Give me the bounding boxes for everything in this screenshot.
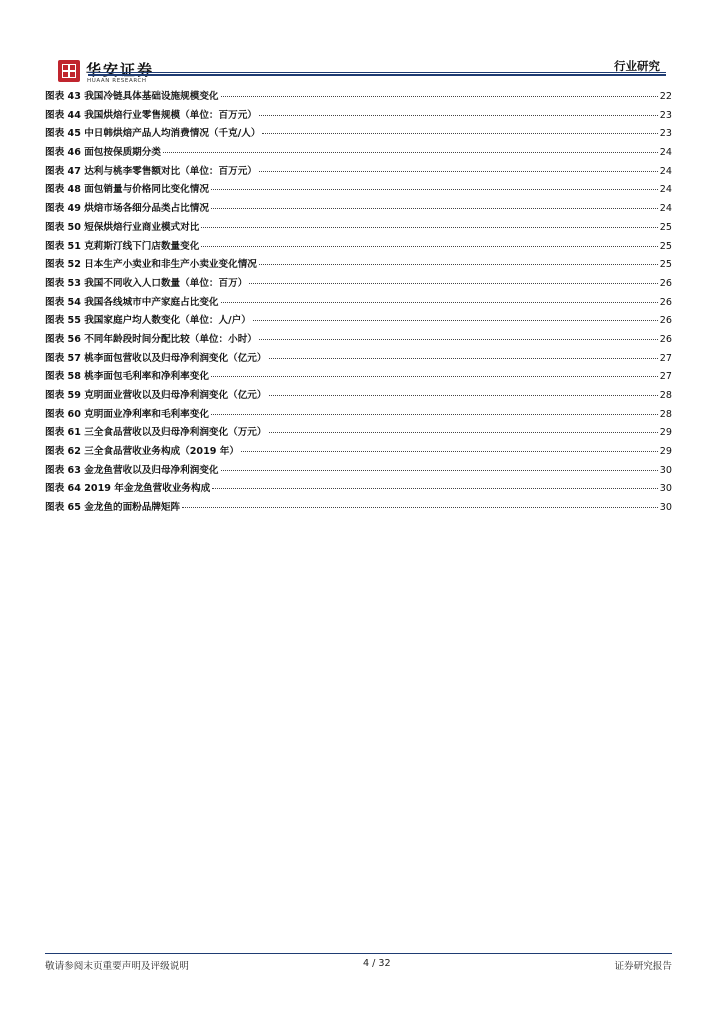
toc-leader-dots xyxy=(259,339,658,340)
toc-entry-page[interactable]: 24 xyxy=(659,184,672,196)
toc-entry-label[interactable]: 图表 58 桃李面包毛利率和净利率变化 xyxy=(45,371,209,383)
toc-entry-page[interactable]: 30 xyxy=(659,464,672,476)
toc-entry-page[interactable]: 23 xyxy=(659,128,672,140)
footer-divider xyxy=(45,953,672,954)
toc-entry-label[interactable]: 图表 57 桃李面包营收以及归母净利润变化（亿元） xyxy=(45,352,267,364)
toc-entry-label[interactable]: 图表 55 我国家庭户均人数变化（单位：人/户） xyxy=(45,315,251,327)
footer-report-label: 证券研究报告 xyxy=(614,961,672,972)
toc-entry[interactable] xyxy=(45,88,672,107)
toc-entry[interactable] xyxy=(45,387,672,406)
toc-leader-dots xyxy=(201,246,657,247)
toc-entry-label[interactable]: 图表 45 中日韩烘焙产品人均消费情况（千克/人） xyxy=(45,128,261,140)
toc-entry-page[interactable]: 25 xyxy=(659,240,672,252)
toc-leader-dots xyxy=(221,470,658,471)
toc-entry-page[interactable]: 26 xyxy=(659,277,672,289)
toc-entry-label[interactable]: 图表 64 2019 年金龙鱼营收业务构成 xyxy=(45,483,211,495)
toc-leader-dots xyxy=(259,171,658,172)
toc-entry[interactable] xyxy=(45,181,672,200)
toc-entry-page[interactable]: 23 xyxy=(659,109,672,121)
toc-entry[interactable] xyxy=(45,163,672,182)
page-header xyxy=(0,0,724,90)
toc-leader-dots xyxy=(269,432,658,433)
toc-leader-dots xyxy=(221,96,658,97)
toc-entry[interactable] xyxy=(45,480,672,499)
toc-entry-page[interactable]: 25 xyxy=(659,259,672,271)
toc-entry-label[interactable]: 图表 56 不同年龄段时间分配比较（单位：小时） xyxy=(45,333,257,345)
toc-entry[interactable] xyxy=(45,275,672,294)
toc-entry-label[interactable]: 图表 43 我国冷链具体基础设施规模变化 xyxy=(45,91,219,102)
toc-entry-label[interactable]: 图表 44 我国烘焙行业零售规模（单位：百万元） xyxy=(45,109,257,121)
toc-entry[interactable] xyxy=(45,144,672,163)
header-divider-thick xyxy=(88,74,666,76)
toc-entry-label[interactable]: 图表 65 金龙鱼的面粉品牌矩阵 xyxy=(45,502,181,514)
toc-entry[interactable] xyxy=(45,200,672,219)
toc-leader-dots xyxy=(259,264,658,265)
toc-entry[interactable] xyxy=(45,331,672,350)
company-english-name: HUAAN RESEARCH xyxy=(87,78,147,84)
toc-entry-label[interactable]: 图表 50 短保烘焙行业商业模式对比 xyxy=(45,221,200,233)
toc-entry[interactable] xyxy=(45,294,672,313)
toc-leader-dots xyxy=(211,208,658,209)
toc-entry-page[interactable]: 24 xyxy=(659,147,672,159)
report-type-label: 行业研究 xyxy=(614,59,660,73)
toc-entry-page[interactable]: 27 xyxy=(659,352,672,364)
toc-leader-dots xyxy=(211,376,658,377)
table-of-figures xyxy=(45,88,672,518)
toc-entry-label[interactable]: 图表 46 面包按保质期分类 xyxy=(45,147,161,159)
toc-leader-dots xyxy=(269,358,658,359)
toc-entry-page[interactable]: 25 xyxy=(659,221,672,233)
toc-entry[interactable] xyxy=(45,406,672,425)
toc-leader-dots xyxy=(259,115,658,116)
toc-entry-page[interactable]: 22 xyxy=(659,91,672,102)
toc-entry-label[interactable]: 图表 54 我国各线城市中产家庭占比变化 xyxy=(45,296,219,308)
toc-entry[interactable] xyxy=(45,312,672,331)
toc-entry[interactable] xyxy=(45,219,672,238)
toc-entry[interactable] xyxy=(45,238,672,257)
toc-entry-label[interactable]: 图表 47 达利与桃李零售额对比（单位：百万元） xyxy=(45,165,257,177)
toc-leader-dots xyxy=(269,395,658,396)
toc-entry-page[interactable]: 29 xyxy=(659,446,672,458)
toc-entry-page[interactable]: 30 xyxy=(659,483,672,495)
toc-entry-page[interactable]: 28 xyxy=(659,390,672,401)
toc-entry-label[interactable]: 图表 62 三全食品营收业务构成（2019 年） xyxy=(45,446,239,458)
toc-entry-page[interactable]: 29 xyxy=(659,427,672,439)
toc-entry[interactable] xyxy=(45,443,672,462)
toc-leader-dots xyxy=(212,488,658,489)
toc-entry-label[interactable]: 图表 49 烘焙市场各细分品类占比情况 xyxy=(45,203,209,215)
toc-entry-label[interactable]: 图表 61 三全食品营收以及归母净利润变化（万元） xyxy=(45,427,267,439)
footer-disclaimer: 敬请参阅末页重要声明及评级说明 xyxy=(45,961,189,972)
toc-entry-label[interactable]: 图表 59 克明面业营收以及归母净利润变化（亿元） xyxy=(45,390,267,401)
toc-entry[interactable] xyxy=(45,424,672,443)
toc-entry-page[interactable]: 26 xyxy=(659,296,672,308)
toc-entry-label[interactable]: 图表 53 我国不同收入人口数量（单位：百万） xyxy=(45,277,248,289)
toc-leader-dots xyxy=(221,302,658,303)
toc-entry[interactable] xyxy=(45,368,672,387)
toc-entry[interactable] xyxy=(45,350,672,369)
toc-entry-label[interactable]: 图表 52 日本生产小卖业和非生产小卖业变化情况 xyxy=(45,259,257,271)
toc-entry-page[interactable]: 26 xyxy=(659,333,672,345)
toc-leader-dots xyxy=(262,133,657,134)
toc-leader-dots xyxy=(241,451,658,452)
toc-leader-dots xyxy=(201,227,657,228)
toc-entry-label[interactable]: 图表 51 克莉斯汀线下门店数量变化 xyxy=(45,240,200,252)
toc-leader-dots xyxy=(163,152,658,153)
toc-entry-page[interactable]: 24 xyxy=(659,203,672,215)
toc-entry-page[interactable]: 27 xyxy=(659,371,672,383)
toc-leader-dots xyxy=(249,283,657,284)
toc-entry-label[interactable]: 图表 48 面包销量与价格同比变化情况 xyxy=(45,184,209,196)
toc-leader-dots xyxy=(211,414,658,415)
toc-entry-page[interactable]: 30 xyxy=(659,502,672,514)
toc-leader-dots xyxy=(253,320,658,321)
page-number: 4 / 32 xyxy=(363,958,391,969)
toc-entry-page[interactable]: 26 xyxy=(659,315,672,327)
toc-entry[interactable] xyxy=(45,125,672,144)
header-divider xyxy=(88,72,666,73)
toc-entry[interactable] xyxy=(45,499,672,518)
toc-entry-label[interactable]: 图表 60 克明面业净利率和毛利率变化 xyxy=(45,408,209,420)
toc-entry-page[interactable]: 24 xyxy=(659,165,672,177)
toc-leader-dots xyxy=(182,507,658,508)
toc-entry-label[interactable]: 图表 63 金龙鱼营收以及归母净利润变化 xyxy=(45,464,219,476)
toc-entry[interactable] xyxy=(45,256,672,275)
company-logo-icon xyxy=(58,60,80,82)
company-name: 华安证券 xyxy=(86,61,155,79)
toc-entry[interactable] xyxy=(45,107,672,126)
toc-entry[interactable] xyxy=(45,462,672,481)
toc-leader-dots xyxy=(211,189,658,190)
toc-entry-page[interactable]: 28 xyxy=(659,408,672,420)
